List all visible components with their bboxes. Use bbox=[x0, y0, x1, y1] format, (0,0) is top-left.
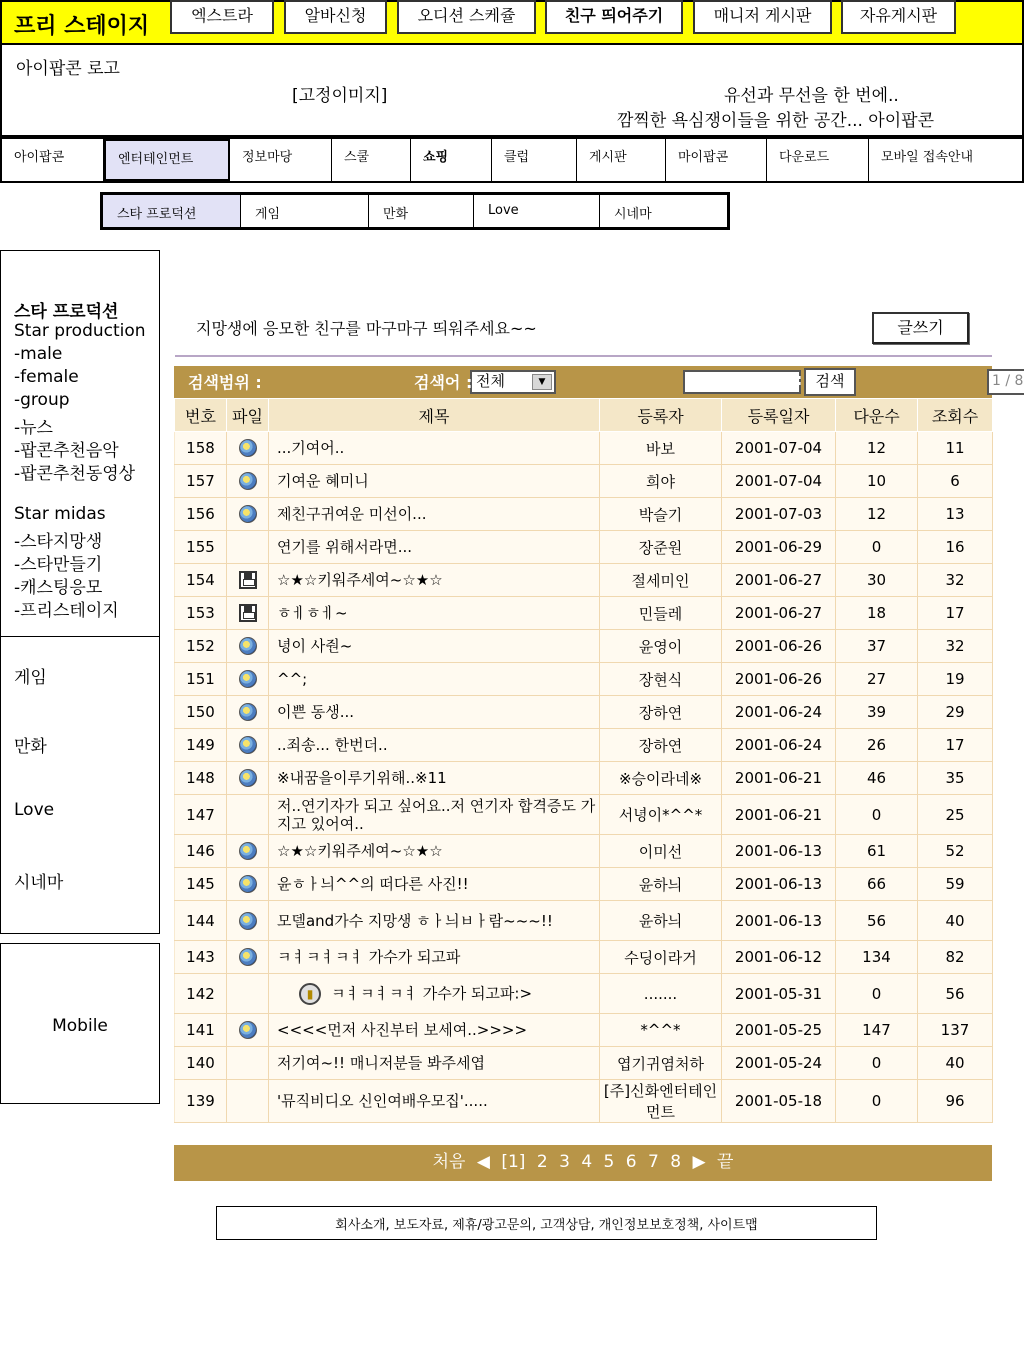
row-author[interactable]: [주]신화엔터테인먼트 bbox=[600, 1080, 722, 1123]
main-nav-item[interactable] bbox=[411, 139, 492, 181]
row-title-cell bbox=[269, 597, 600, 630]
row-author[interactable]: 희야 bbox=[600, 465, 722, 498]
divider bbox=[175, 355, 992, 357]
row-title-link[interactable]: ㅋㅕㅋㅕㅋㅕ 가수가 되고파:> bbox=[331, 984, 533, 1002]
main-nav-item[interactable] bbox=[869, 139, 1022, 181]
row-title-cell bbox=[269, 663, 600, 696]
main-nav-item[interactable] bbox=[492, 139, 577, 181]
row-title-link[interactable]: 제친구귀여운 미선이... bbox=[277, 505, 427, 523]
row-downloads: 134 bbox=[836, 941, 918, 974]
col-header-no: 번호 bbox=[175, 399, 227, 432]
main-nav bbox=[0, 137, 1024, 183]
row-date: 2001-06-27 bbox=[722, 564, 836, 597]
row-number: 141 bbox=[175, 1014, 227, 1047]
row-date: 2001-05-18 bbox=[722, 1080, 836, 1123]
row-author[interactable]: 장준원 bbox=[600, 531, 722, 564]
table-row[interactable] bbox=[175, 729, 993, 762]
row-number: 154 bbox=[175, 564, 227, 597]
table-row[interactable] bbox=[175, 531, 993, 564]
sub-nav-label: 게임 bbox=[255, 207, 281, 222]
tab-audition-schedule[interactable]: 오디션 스케쥴 bbox=[397, 0, 536, 34]
table-row[interactable] bbox=[175, 1014, 993, 1047]
fixed-image-placeholder: [고정이미지] bbox=[292, 86, 388, 106]
image-file-icon[interactable] bbox=[239, 505, 257, 523]
row-number: 152 bbox=[175, 630, 227, 663]
row-file bbox=[227, 974, 269, 1014]
left-menu-item[interactable]: -팝콘추천동영상 bbox=[14, 464, 136, 484]
row-title-cell bbox=[269, 465, 600, 498]
row-title-link[interactable]: ...기여어.. bbox=[277, 439, 345, 457]
sub-nav-item[interactable] bbox=[369, 195, 474, 227]
left-menu-title: 스타 프로덕션 bbox=[14, 302, 119, 322]
table-row[interactable] bbox=[175, 835, 993, 868]
row-date: 2001-07-03 bbox=[722, 498, 836, 531]
row-title-link[interactable]: 녕이 사줜~ bbox=[277, 637, 353, 655]
row-title-cell bbox=[269, 1014, 600, 1047]
table-row[interactable] bbox=[175, 941, 993, 974]
row-number: 150 bbox=[175, 696, 227, 729]
row-author[interactable]: 장하연 bbox=[600, 729, 722, 762]
main-nav-label: 클럽 bbox=[504, 150, 530, 165]
image-file-icon[interactable] bbox=[239, 439, 257, 457]
table-row[interactable] bbox=[175, 432, 993, 465]
main-nav-label: 쇼핑 bbox=[423, 150, 449, 165]
row-title-link[interactable]: ☆★☆키워주세여~☆★☆ bbox=[277, 842, 443, 860]
row-views: 56 bbox=[918, 974, 993, 1014]
row-views: 40 bbox=[918, 1047, 993, 1080]
main-nav-item[interactable] bbox=[767, 139, 869, 181]
main-nav-label: 정보마당 bbox=[242, 150, 293, 165]
row-file bbox=[227, 630, 269, 663]
row-number: 147 bbox=[175, 795, 227, 835]
row-downloads: 18 bbox=[836, 597, 918, 630]
row-title-link[interactable]: 저기여~!! 매니저분들 봐주세엽 bbox=[277, 1054, 486, 1072]
image-file-icon[interactable] bbox=[239, 472, 257, 490]
row-author[interactable]: ※승이라네※ bbox=[600, 762, 722, 795]
main-nav-item[interactable] bbox=[666, 139, 767, 181]
row-downloads: 39 bbox=[836, 696, 918, 729]
row-file bbox=[227, 498, 269, 531]
row-title-cell bbox=[269, 432, 600, 465]
row-author[interactable]: 서녕이*^^* bbox=[600, 795, 722, 835]
tab-part-time[interactable]: 알바신청 bbox=[284, 0, 387, 34]
row-date: 2001-07-04 bbox=[722, 465, 836, 498]
col-header-title: 제목 bbox=[269, 399, 600, 432]
row-file bbox=[227, 597, 269, 630]
main-nav-label: 아이팝콘 bbox=[14, 150, 65, 165]
mobile-box[interactable] bbox=[0, 943, 160, 1104]
row-views: 59 bbox=[918, 868, 993, 901]
row-title-link[interactable]: ㅋㅕㅋㅕㅋㅕ 가수가 되고파 bbox=[277, 948, 461, 966]
table-row[interactable] bbox=[175, 663, 993, 696]
left-menu-item[interactable]: -male bbox=[14, 344, 63, 364]
row-author[interactable]: 윤하늬 bbox=[600, 868, 722, 901]
row-date: 2001-06-26 bbox=[722, 663, 836, 696]
row-title-cell bbox=[269, 868, 600, 901]
left-menu-item[interactable]: Star midas bbox=[14, 504, 106, 524]
row-number: 139 bbox=[175, 1080, 227, 1123]
sub-nav-label: Love bbox=[488, 203, 519, 218]
left-menu-item-game[interactable]: 게임 bbox=[14, 668, 47, 688]
row-file bbox=[227, 795, 269, 835]
row-downloads: 12 bbox=[836, 498, 918, 531]
row-file bbox=[227, 868, 269, 901]
pager-current: [1] bbox=[501, 1152, 526, 1172]
row-views: 137 bbox=[918, 1014, 993, 1047]
write-button[interactable]: 글쓰기 bbox=[872, 312, 969, 344]
image-file-icon[interactable] bbox=[239, 637, 257, 655]
table-row[interactable] bbox=[175, 630, 993, 663]
row-title-cell bbox=[269, 696, 600, 729]
row-number: 144 bbox=[175, 901, 227, 941]
row-date: 2001-07-04 bbox=[722, 432, 836, 465]
row-number: 143 bbox=[175, 941, 227, 974]
row-downloads: 30 bbox=[836, 564, 918, 597]
board-description: 지망생에 응모한 친구를 마구마구 띄워주세요~~ bbox=[196, 319, 537, 338]
sub-nav-label: 시네마 bbox=[614, 207, 652, 222]
floppy-disk-icon[interactable] bbox=[239, 604, 257, 622]
row-author[interactable]: 윤영이 bbox=[600, 630, 722, 663]
scope-select[interactable] bbox=[470, 370, 556, 394]
table-row[interactable] bbox=[175, 498, 993, 531]
row-date: 2001-05-25 bbox=[722, 1014, 836, 1047]
row-number: 157 bbox=[175, 465, 227, 498]
left-menu-item-cinema[interactable]: 시네마 bbox=[14, 873, 64, 893]
row-file bbox=[227, 1080, 269, 1123]
left-menu-item-comic[interactable]: 만화 bbox=[14, 737, 47, 757]
left-menu-item[interactable]: -캐스팅응모 bbox=[14, 578, 103, 598]
mobile-label: Mobile bbox=[52, 1016, 108, 1036]
main-nav-label: 다운로드 bbox=[779, 150, 830, 165]
row-downloads: 66 bbox=[836, 868, 918, 901]
main-nav-label: 게시판 bbox=[589, 150, 627, 165]
row-views: 17 bbox=[918, 597, 993, 630]
board-body bbox=[175, 432, 993, 1123]
row-file bbox=[227, 835, 269, 868]
pager-page[interactable]: 2 bbox=[536, 1152, 548, 1172]
left-menu-item[interactable]: -팝콘추천음악 bbox=[14, 441, 119, 461]
main-nav-item[interactable] bbox=[577, 139, 666, 181]
row-number: 149 bbox=[175, 729, 227, 762]
lock-icon: ▮ bbox=[299, 983, 321, 1005]
image-file-icon[interactable] bbox=[239, 842, 257, 860]
sub-nav-item-active[interactable] bbox=[103, 195, 241, 227]
left-menu-item[interactable]: -스타만들기 bbox=[14, 555, 103, 575]
row-number: 153 bbox=[175, 597, 227, 630]
row-title-link[interactable]: 윤ㅎㅏ늬^^의 떠다른 사진!! bbox=[277, 875, 469, 893]
row-number: 142 bbox=[175, 974, 227, 1014]
row-file bbox=[227, 696, 269, 729]
sub-nav-item[interactable] bbox=[600, 195, 727, 227]
pager-page[interactable]: 3 bbox=[559, 1152, 570, 1172]
col-header-file: 파일 bbox=[227, 399, 269, 432]
row-title-link[interactable]: 모델and가수 지망생 ㅎㅏ늬ㅂㅏ람~~~!! bbox=[277, 911, 553, 930]
row-downloads: 37 bbox=[836, 630, 918, 663]
row-number: 151 bbox=[175, 663, 227, 696]
pagination bbox=[174, 1145, 992, 1181]
table-row[interactable] bbox=[175, 795, 993, 835]
row-author[interactable]: 장하연 bbox=[600, 696, 722, 729]
image-file-icon[interactable] bbox=[239, 703, 257, 721]
row-title-cell bbox=[269, 974, 600, 1014]
row-downloads: 27 bbox=[836, 663, 918, 696]
pager-page[interactable]: 4 bbox=[581, 1152, 593, 1172]
table-row[interactable] bbox=[175, 762, 993, 795]
slogan-line-2: 깜찍한 욕심쟁이들을 위한 공간... 아이팝콘 bbox=[617, 111, 935, 131]
row-file bbox=[227, 941, 269, 974]
row-title-link[interactable]: 연기를 위해서라면... bbox=[277, 538, 412, 556]
table-row[interactable] bbox=[175, 974, 993, 1014]
row-downloads: 147 bbox=[836, 1014, 918, 1047]
pager-last[interactable]: 끝 bbox=[716, 1152, 734, 1172]
row-author[interactable]: 윤하늬 bbox=[600, 901, 722, 941]
image-file-icon[interactable] bbox=[239, 912, 257, 930]
table-row[interactable] bbox=[175, 564, 993, 597]
row-downloads: 0 bbox=[836, 1080, 918, 1123]
scope-label: 검색범위 : bbox=[188, 373, 262, 392]
row-views: 82 bbox=[918, 941, 993, 974]
row-date: 2001-06-21 bbox=[722, 795, 836, 835]
row-views: 19 bbox=[918, 663, 993, 696]
table-row[interactable] bbox=[175, 1080, 993, 1123]
table-row[interactable] bbox=[175, 696, 993, 729]
row-file bbox=[227, 762, 269, 795]
col-header-date: 등록일자 bbox=[722, 399, 836, 432]
row-title-cell bbox=[269, 835, 600, 868]
row-file bbox=[227, 1014, 269, 1047]
main-nav-item[interactable] bbox=[2, 139, 104, 181]
row-title-link[interactable]: <<<<먼저 사진부터 보세여..>>>> bbox=[277, 1021, 528, 1039]
sub-nav-label: 만화 bbox=[383, 207, 409, 222]
row-file bbox=[227, 531, 269, 564]
chevron-down-icon: ▼ bbox=[532, 374, 552, 390]
row-downloads: 56 bbox=[836, 901, 918, 941]
row-title-cell bbox=[269, 901, 600, 941]
row-views: 6 bbox=[918, 465, 993, 498]
col-header-views: 조회수 bbox=[918, 399, 993, 432]
row-date: 2001-06-27 bbox=[722, 597, 836, 630]
row-title-link[interactable]: 기여운 혜미니 bbox=[277, 472, 369, 490]
row-file bbox=[227, 564, 269, 597]
row-author[interactable]: 박슬기 bbox=[600, 498, 722, 531]
row-title-cell bbox=[269, 1047, 600, 1080]
row-views: 16 bbox=[918, 531, 993, 564]
row-title-cell bbox=[269, 564, 600, 597]
pager-first[interactable]: 처음 bbox=[432, 1152, 466, 1172]
row-downloads: 61 bbox=[836, 835, 918, 868]
page-input[interactable]: 1 / 8 bbox=[987, 369, 1024, 395]
pager-page[interactable]: 5 bbox=[603, 1152, 615, 1172]
row-author[interactable]: ....... bbox=[600, 974, 722, 1014]
sub-nav-item[interactable] bbox=[241, 195, 369, 227]
row-views: 25 bbox=[918, 795, 993, 835]
row-views: 52 bbox=[918, 835, 993, 868]
row-views: 32 bbox=[918, 564, 993, 597]
row-views: 11 bbox=[918, 432, 993, 465]
table-row[interactable] bbox=[175, 597, 993, 630]
row-views: 35 bbox=[918, 762, 993, 795]
row-views: 29 bbox=[918, 696, 993, 729]
row-title-cell bbox=[269, 729, 600, 762]
row-date: 2001-06-13 bbox=[722, 835, 836, 868]
row-number: 156 bbox=[175, 498, 227, 531]
table-row[interactable] bbox=[175, 868, 993, 901]
row-author[interactable]: 이미선 bbox=[600, 835, 722, 868]
row-file bbox=[227, 901, 269, 941]
main-nav-item[interactable] bbox=[332, 139, 411, 181]
row-number: 155 bbox=[175, 531, 227, 564]
table-row[interactable] bbox=[175, 1047, 993, 1080]
row-date: 2001-06-13 bbox=[722, 901, 836, 941]
row-author[interactable]: 절세미인 bbox=[600, 564, 722, 597]
row-title-link[interactable]: ^^; bbox=[277, 670, 308, 688]
scope-select-value: 전체 bbox=[476, 372, 505, 390]
site-logo[interactable]: 아이팝콘 로고 bbox=[16, 59, 120, 79]
image-file-icon[interactable] bbox=[239, 769, 257, 787]
footer-links[interactable]: 회사소개, 보도자료, 제휴/광고문의, 고객상담, 개인정보보호정책, 사이트맵 bbox=[216, 1206, 877, 1240]
page-label: Page : bbox=[746, 370, 803, 389]
image-file-icon[interactable] bbox=[239, 736, 257, 754]
row-views: 96 bbox=[918, 1080, 993, 1123]
row-date: 2001-06-12 bbox=[722, 941, 836, 974]
row-views: 17 bbox=[918, 729, 993, 762]
row-file bbox=[227, 663, 269, 696]
pager-page[interactable]: 8 bbox=[670, 1152, 682, 1172]
row-file bbox=[227, 432, 269, 465]
sub-nav-item[interactable] bbox=[474, 195, 600, 227]
row-date: 2001-06-26 bbox=[722, 630, 836, 663]
image-file-icon[interactable] bbox=[239, 948, 257, 966]
image-file-icon[interactable] bbox=[239, 1021, 257, 1039]
board-table bbox=[174, 398, 993, 1123]
row-title-cell bbox=[269, 498, 600, 531]
row-title-link[interactable]: 이쁜 동생... bbox=[277, 703, 355, 721]
left-menu-star-section bbox=[1, 251, 159, 637]
row-author[interactable]: *^^* bbox=[600, 1014, 722, 1047]
row-downloads: 10 bbox=[836, 465, 918, 498]
row-number: 148 bbox=[175, 762, 227, 795]
row-views: 40 bbox=[918, 901, 993, 941]
row-downloads: 0 bbox=[836, 1047, 918, 1080]
row-date: 2001-06-24 bbox=[722, 696, 836, 729]
row-title-cell bbox=[269, 1080, 600, 1123]
pager-page[interactable]: 7 bbox=[648, 1152, 659, 1172]
main-nav-label: 마이팝콘 bbox=[678, 150, 729, 165]
row-downloads: 12 bbox=[836, 432, 918, 465]
row-views: 13 bbox=[918, 498, 993, 531]
row-title-cell bbox=[269, 531, 600, 564]
row-number: 146 bbox=[175, 835, 227, 868]
pager-page[interactable]: 6 bbox=[625, 1152, 637, 1172]
row-date: 2001-06-21 bbox=[722, 762, 836, 795]
slogan-line-1: 유선과 무선을 한 번에.. bbox=[724, 86, 899, 106]
image-file-icon[interactable] bbox=[239, 670, 257, 688]
row-author[interactable]: 바보 bbox=[600, 432, 722, 465]
left-menu-item[interactable]: -뉴스 bbox=[14, 418, 53, 438]
row-author[interactable]: 민들레 bbox=[600, 597, 722, 630]
pager-next-icon[interactable]: ▶ bbox=[692, 1152, 706, 1172]
site-header bbox=[0, 45, 1024, 137]
table-row[interactable] bbox=[175, 465, 993, 498]
row-title-link[interactable]: ㅎㅔㅎㅔ~ bbox=[277, 604, 348, 622]
floppy-disk-icon[interactable] bbox=[239, 571, 257, 589]
row-title-link[interactable]: ※내꿈을이루기위해..※11 bbox=[277, 769, 447, 787]
main-nav-label: 모바일 접속안내 bbox=[881, 150, 974, 165]
row-number: 158 bbox=[175, 432, 227, 465]
left-menu bbox=[0, 250, 160, 934]
left-menu-item-love[interactable]: Love bbox=[14, 800, 55, 820]
row-title-link[interactable]: ☆★☆키워주세여~☆★☆ bbox=[277, 571, 443, 589]
row-title-cell bbox=[269, 630, 600, 663]
row-date: 2001-06-13 bbox=[722, 868, 836, 901]
main-nav-item[interactable] bbox=[230, 139, 332, 181]
row-date: 2001-06-29 bbox=[722, 531, 836, 564]
left-menu-item[interactable]: -프리스테이지 bbox=[14, 601, 119, 621]
tab-promote-friend[interactable]: 친구 띄어주기 bbox=[545, 0, 683, 34]
row-title-link[interactable]: 저..연기자가 되고 싶어요..저 연기자 합격증도 가지고 있어여.. bbox=[277, 796, 596, 833]
row-file bbox=[227, 465, 269, 498]
row-date: 2001-06-24 bbox=[722, 729, 836, 762]
col-header-author: 등록자 bbox=[600, 399, 722, 432]
row-title-link[interactable]: ..죄송... 한번더.. bbox=[277, 736, 388, 754]
left-menu-item[interactable]: -group bbox=[14, 390, 70, 410]
search-button[interactable]: 검색 bbox=[804, 368, 856, 396]
image-file-icon[interactable] bbox=[239, 875, 257, 893]
row-title-cell bbox=[269, 941, 600, 974]
row-number: 140 bbox=[175, 1047, 227, 1080]
sub-nav-label: 스타 프로덕션 bbox=[117, 207, 197, 222]
keyword-label: 검색어 : bbox=[414, 373, 473, 392]
tab-manager-board[interactable]: 매니저 게시판 bbox=[693, 0, 832, 34]
row-title-cell bbox=[269, 762, 600, 795]
left-menu-item[interactable]: -female bbox=[14, 367, 79, 387]
row-author[interactable]: 수딩이라거 bbox=[600, 941, 722, 974]
row-number: 145 bbox=[175, 868, 227, 901]
main-nav-item-active[interactable] bbox=[104, 139, 230, 181]
row-author[interactable]: 장현식 bbox=[600, 663, 722, 696]
table-row[interactable] bbox=[175, 901, 993, 941]
table-header-row bbox=[175, 399, 993, 432]
row-title-cell bbox=[269, 795, 600, 835]
row-views: 32 bbox=[918, 630, 993, 663]
row-file bbox=[227, 1047, 269, 1080]
row-file bbox=[227, 729, 269, 762]
main-nav-label: 엔터테인먼트 bbox=[118, 152, 194, 167]
tab-extra[interactable]: 엑스트라 bbox=[170, 0, 274, 34]
row-title-link[interactable]: '뮤직비디오 신인여배우모집'..... bbox=[277, 1092, 488, 1110]
col-header-downloads: 다운수 bbox=[836, 399, 918, 432]
row-downloads: 0 bbox=[836, 531, 918, 564]
search-bar bbox=[174, 366, 1024, 399]
row-downloads: 46 bbox=[836, 762, 918, 795]
sub-nav bbox=[100, 192, 730, 230]
row-date: 2001-05-24 bbox=[722, 1047, 836, 1080]
row-downloads: 0 bbox=[836, 974, 918, 1014]
left-menu-item[interactable]: -스타지망생 bbox=[14, 532, 103, 552]
main-nav-label: 스쿨 bbox=[344, 150, 370, 165]
row-downloads: 26 bbox=[836, 729, 918, 762]
tab-free-board[interactable]: 자유게시판 bbox=[841, 0, 956, 34]
row-date: 2001-05-31 bbox=[722, 974, 836, 1014]
page-title: 프리 스테이지 bbox=[14, 14, 150, 39]
left-menu-item[interactable]: Star production bbox=[14, 321, 146, 341]
pager-prev-icon[interactable]: ◀ bbox=[476, 1152, 490, 1172]
row-author[interactable]: 엽기귀염처하 bbox=[600, 1047, 722, 1080]
row-downloads: 0 bbox=[836, 795, 918, 835]
